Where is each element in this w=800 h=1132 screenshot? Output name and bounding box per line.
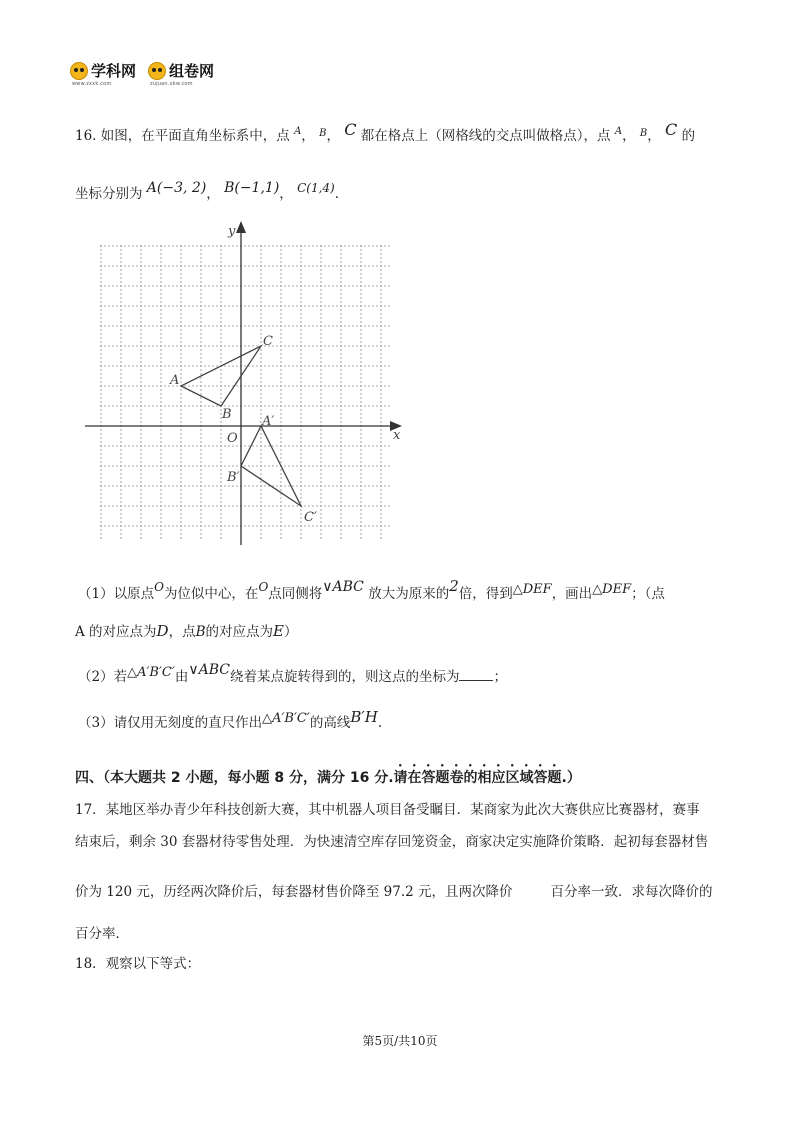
- point-d: D: [156, 622, 169, 640]
- comma: ，: [206, 186, 220, 202]
- sub2-text: （2）若: [78, 669, 128, 685]
- triangle-a1b1c1-symbol: △A′B′C′: [262, 711, 310, 726]
- origin-o: O: [154, 580, 164, 594]
- q17-line3: [75, 880, 713, 900]
- logo-url: www.zxxk.com: [72, 81, 112, 87]
- sub2-text: 绕着某点旋转得到的，则这点的坐标为: [229, 669, 460, 685]
- logo-face-icon: [148, 62, 166, 80]
- section-4-text: 四、（本大题共 2 小题，每小题 8 分，满分 16 分.: [75, 770, 394, 786]
- triangle-abc-symbol: ∨ABC: [322, 579, 364, 595]
- comma: ，: [622, 128, 636, 144]
- label-b-prime: B′: [227, 470, 240, 485]
- sub1-text: 放大为原来的: [368, 586, 450, 602]
- section-4-emphasis: 请在答题卷的相应区域答题: [393, 770, 562, 786]
- point-c: C: [665, 120, 678, 139]
- q17-line4: 百分率．: [75, 926, 129, 942]
- q17-text: 百分率一致．求每次降价的: [550, 884, 713, 900]
- sub1-text: ，画出: [551, 586, 593, 602]
- coordinate-figure: [80, 215, 410, 550]
- triangle-def-symbol: △DEF: [512, 582, 552, 597]
- sub1-text: ，点: [168, 624, 196, 640]
- q17-line1: 17．某地区举办青少年科技创新大赛，其中机器人项目备受瞩目．某商家为此次大赛供应比赛器材，赛事: [75, 802, 700, 818]
- sub1-text: 的对应点为: [205, 624, 273, 640]
- sub3-text: （3）请仅用无刻度的直尺作出: [78, 715, 263, 731]
- q16-text: 16. 如图，在平面直角坐标系中，点: [75, 128, 290, 144]
- comma: ，: [647, 128, 661, 144]
- logo-url: zujuan.xkw.com: [150, 81, 193, 87]
- altitude-bh: B′H: [350, 708, 378, 726]
- logo-xueke: [70, 60, 136, 87]
- label-c-prime: C′: [304, 510, 317, 525]
- section-4-text: .）: [561, 770, 581, 786]
- y-axis-label: y: [228, 224, 236, 239]
- sub1-text: 点同侧将: [268, 586, 323, 602]
- point-b: B: [639, 128, 648, 139]
- triangle-def-symbol: △DEF: [592, 582, 632, 597]
- sub2-line: [78, 662, 507, 685]
- q16-text: 的: [681, 128, 696, 144]
- origin-label: O: [227, 431, 238, 446]
- coord-b: B(−1,1): [224, 180, 280, 196]
- coord-a: A(−3, 2): [146, 180, 207, 196]
- header-logos: [70, 60, 214, 87]
- sub3-text: 的高线: [309, 715, 351, 731]
- period: .: [334, 186, 340, 202]
- sub1-text: ；（点: [631, 586, 665, 602]
- page-footer: 第5页/共10页: [362, 1034, 438, 1048]
- label-b: B: [222, 407, 232, 422]
- q16-text: 坐标分别为: [75, 186, 143, 202]
- logo-name: 学科网: [91, 62, 137, 80]
- y-axis-arrow-icon: [236, 221, 246, 233]
- label-c: C: [263, 334, 273, 349]
- q16-line1: [75, 120, 695, 144]
- section-4-header: [75, 762, 581, 787]
- comma: ，: [301, 128, 315, 144]
- q16-text: 都在格点上（网格线的交点叫做格点），点: [360, 128, 611, 144]
- q17-text: 价为 120 元，历经两次降价后，每套器材售价降至 97.2 元，且两次降价: [75, 884, 513, 900]
- sub1-text: （1）以原点: [78, 586, 155, 602]
- sub1-text: 倍，得到: [458, 586, 513, 602]
- sub1-text: 为位似中心，在: [163, 586, 259, 602]
- comma: ，: [279, 186, 293, 202]
- triangle-abc-symbol: ∨ABC: [188, 662, 230, 678]
- comma: ，: [326, 128, 340, 144]
- sub1-text: A 的对应点为: [75, 624, 157, 640]
- sub1-line2: [75, 620, 297, 640]
- sub1-text: ）: [283, 624, 298, 640]
- sub3-text: .: [377, 715, 383, 731]
- sub2-text: 由: [174, 669, 189, 685]
- grid-lines: [100, 245, 390, 540]
- point-b: B: [195, 624, 206, 640]
- point-a: A: [294, 126, 302, 137]
- sub3-line: [78, 708, 382, 731]
- answer-blank[interactable]: [459, 680, 493, 681]
- coord-c: C(1,4): [297, 181, 335, 195]
- logo-face-icon: [70, 62, 88, 80]
- q17-line2: 结束后，剩余 30 套器材待零售处理．为快速清空库存回笼资金，商家决定实施降价策略．起初每套器材售: [75, 834, 709, 850]
- x-axis-label: x: [393, 428, 401, 443]
- factor-two: 2: [449, 577, 459, 595]
- triangle-a1b1c1-symbol: △A′B′C′: [127, 665, 175, 680]
- point-e: E: [273, 622, 284, 640]
- point-b: B: [319, 128, 327, 139]
- label-a: A: [170, 373, 180, 388]
- q16-line2: [75, 180, 339, 202]
- logo-zujuan: [148, 60, 214, 87]
- point-c: C: [344, 120, 357, 139]
- q18-line1: 18．观察以下等式：: [75, 956, 201, 972]
- point-a: A: [614, 126, 623, 137]
- logo-name: 组卷网: [169, 62, 215, 80]
- sub1-line1: [78, 577, 665, 602]
- label-a-prime: A′: [262, 414, 275, 429]
- sub2-text: ；: [493, 669, 507, 685]
- origin-o: O: [258, 580, 269, 594]
